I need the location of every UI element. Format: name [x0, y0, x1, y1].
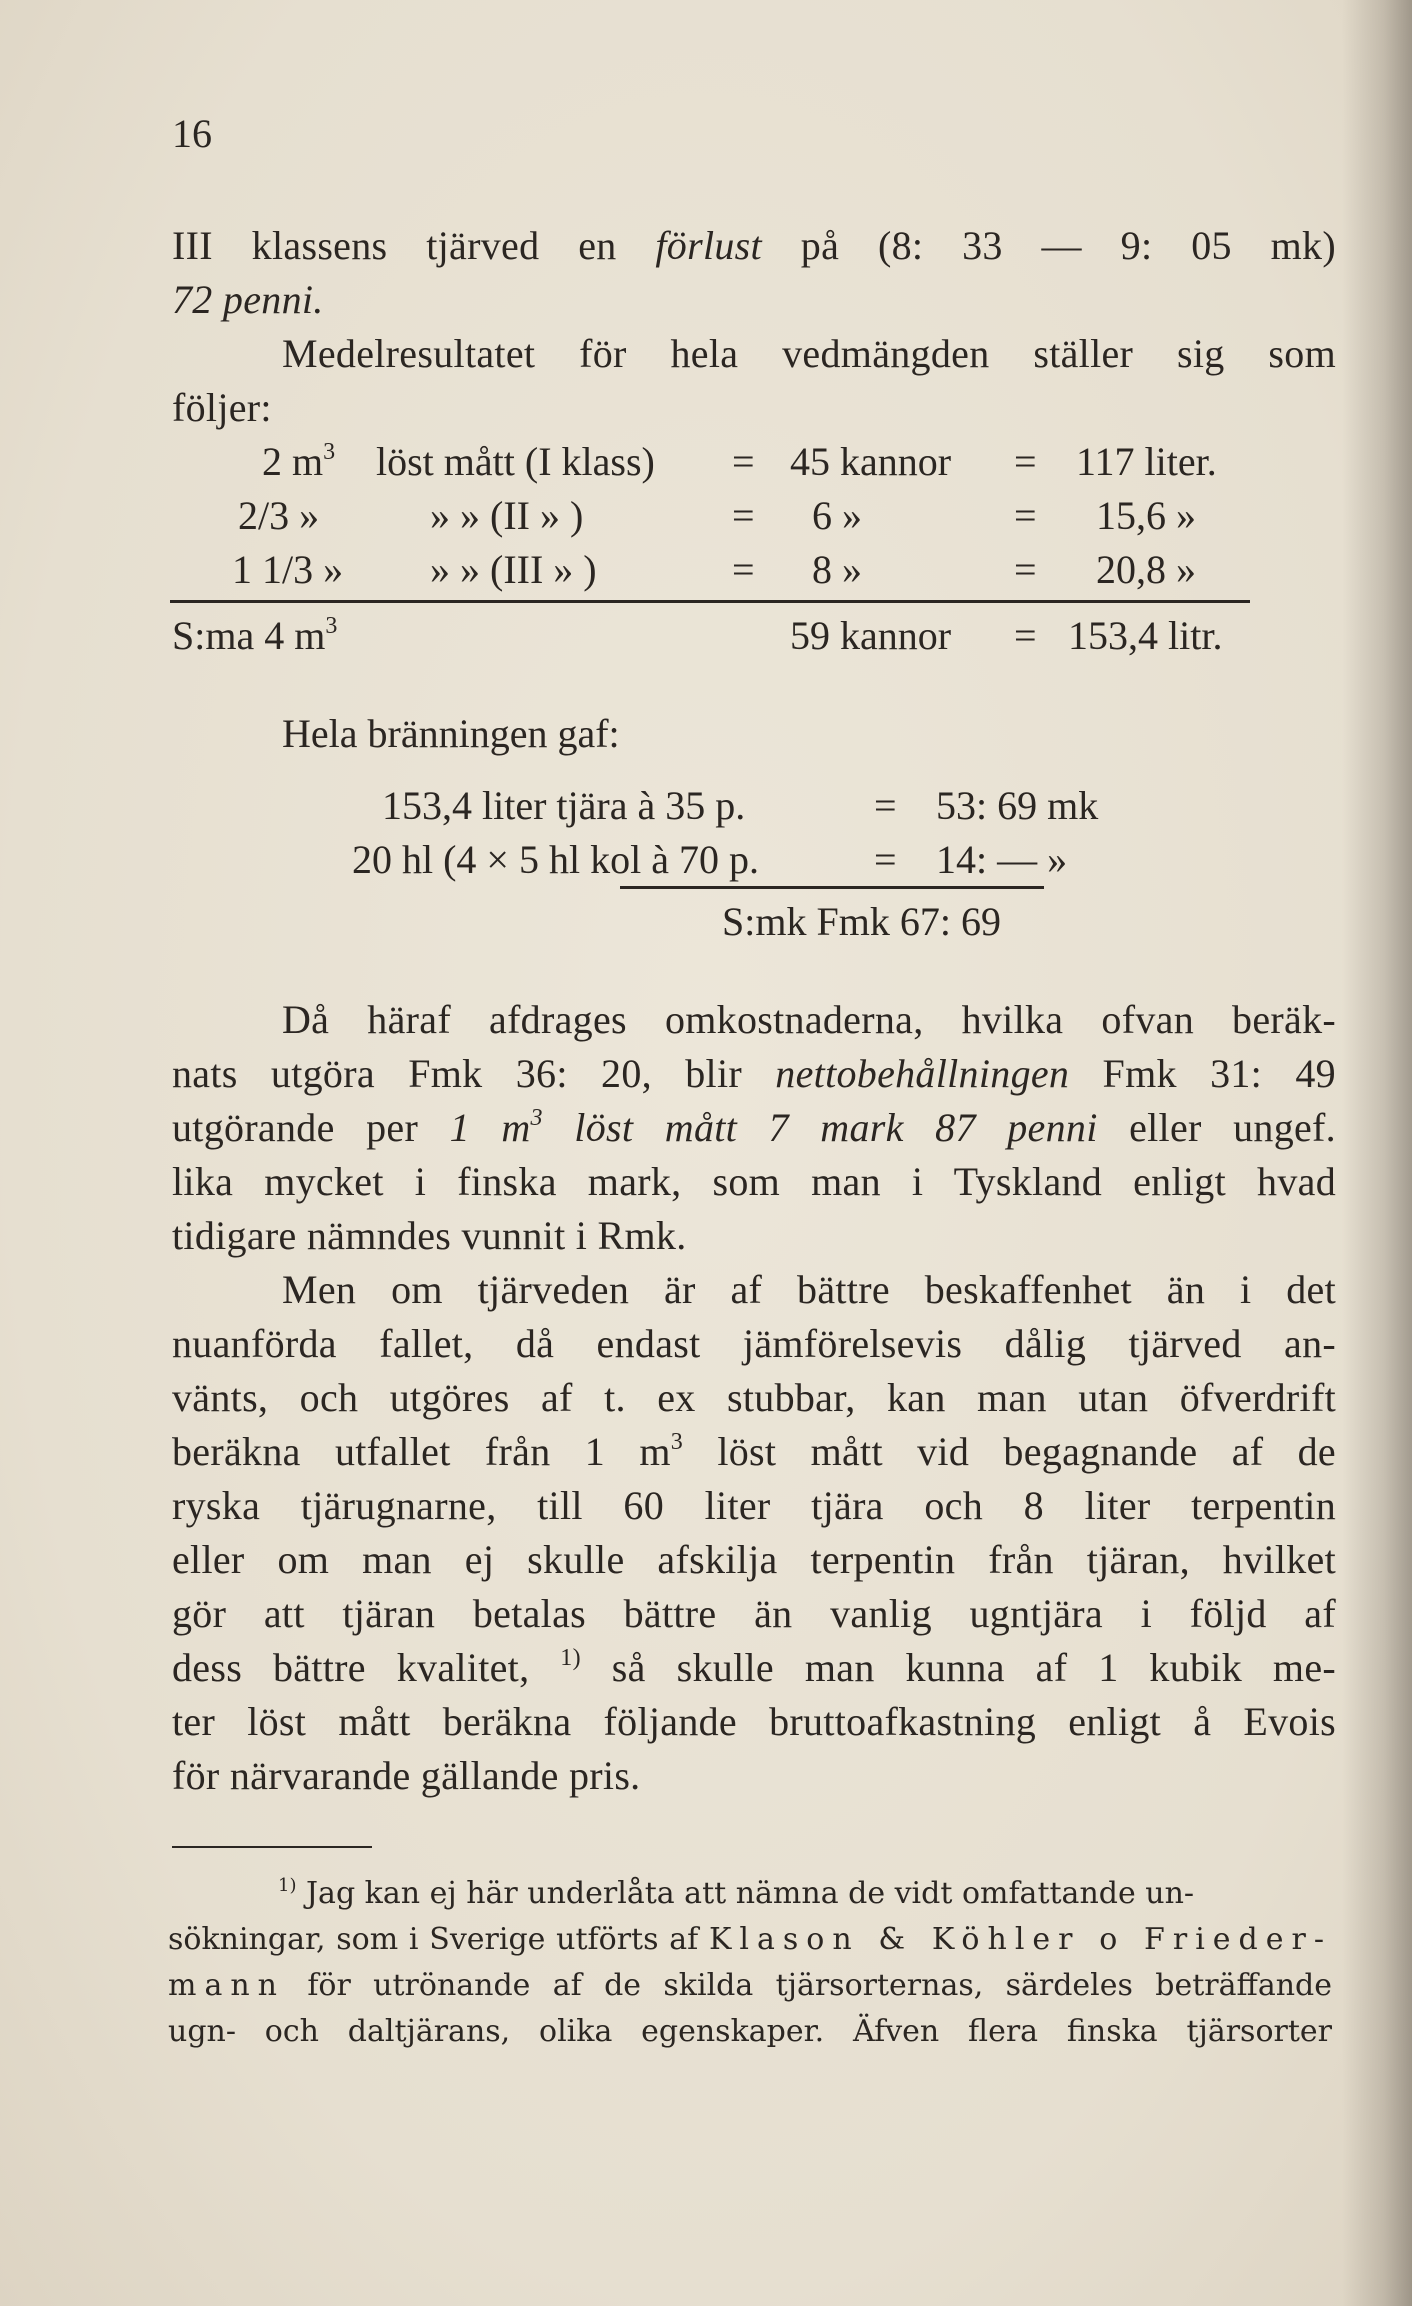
paragraph-4-line-9: ter löst mått beräkna följande bruttoafkastning enligt å Evois: [172, 1699, 1336, 1744]
paragraph-1-line-2: [172, 276, 324, 323]
sum-rule: [620, 886, 1044, 889]
liter-cell: 15,6 »: [1096, 493, 1196, 538]
italic-text: 1 $m^3$: [449, 1105, 543, 1150]
equals-sign: =: [732, 439, 755, 484]
paragraph-1-line-1: [172, 222, 1336, 269]
kannor-cell: 8 »: [812, 547, 862, 592]
kannor-cell: 6 »: [812, 493, 862, 538]
footnote-rule: [172, 1846, 372, 1848]
paragraph-4-line-6: eller om man ej skulle afskilja terpentin från tjäran, hvilket: [172, 1537, 1336, 1582]
equals-sign: =: [732, 493, 755, 538]
qty-cell: 1 1/3 »: [232, 547, 344, 592]
yield-row-left: 20 hl (4 × 5 hl kol à 70 p.: [352, 837, 759, 882]
page-number: 16: [172, 111, 212, 156]
equals-sign: =: [1014, 493, 1037, 538]
yield-row-right: 14: — »: [936, 837, 1068, 882]
paragraph-3-line-1: Då häraf afdrages omkostnaderna, hvilka ofvan beräk-: [282, 997, 1336, 1042]
italic-text: förlust: [655, 223, 762, 268]
italic-text: löst mått 7 mark 87 penni: [574, 1105, 1098, 1150]
paragraph-3-line-3: [172, 1104, 1336, 1151]
sum-liter: 153,4 litr.: [1068, 613, 1223, 658]
paragraph-3-line-4: lika mycket i finska mark, som man i Tyskland enligt hvad: [172, 1159, 1336, 1204]
italic-text: penni.: [222, 277, 324, 322]
text: sökningar, som i Sverige utförts af: [168, 1922, 699, 1957]
sum-kannor: 59 kannor: [790, 613, 952, 658]
desc-cell: » » (III » ): [430, 547, 597, 592]
sum-rule: [170, 600, 1250, 603]
paragraph-3-line-5: tidigare nämndes vunnit i Rmk.: [172, 1213, 687, 1258]
paragraph-4-line-5: ryska tjärugnarne, till 60 liter tjära och 8 liter terpentin: [172, 1483, 1336, 1528]
paragraph-2-line-1: Medelresultatet för hela vedmängden ställer sig som: [282, 331, 1336, 376]
paragraph-4-line-3: vänts, och utgöres af t. ex stubbar, kan man utan öfverdrift: [172, 1375, 1336, 1420]
text: III klassens tjärved en: [172, 223, 617, 268]
footnote-line-2: [168, 1922, 1332, 1957]
paragraph-4-line-2: nuanförda fallet, då endast jämförelsevis dålig tjärved an-: [172, 1321, 1336, 1366]
equals-sign: =: [1014, 439, 1037, 484]
paragraph-4-line-7: gör att tjäran betalas bättre än vanlig ugntjära i följd af: [172, 1591, 1336, 1636]
paragraph-3-line-2: [172, 1050, 1336, 1097]
text: Jag kan ej här underlåta att nämna de vidt omfattande un-: [306, 1876, 1195, 1911]
text: dess bättre kvalitet, $^{1)}$: [172, 1645, 581, 1690]
yield-sum: S:mk Fmk 67: 69: [722, 899, 1001, 944]
spaced-names: Klason & Köhler o Frieder-: [708, 1922, 1332, 1957]
text: nats utgöra Fmk 36: 20, blir: [172, 1051, 742, 1096]
qty-cell: 2 $m^3$: [262, 439, 336, 484]
equals-sign: =: [732, 547, 755, 592]
italic-text: 72: [172, 277, 213, 322]
sum-label: S:ma 4 $m^3$: [172, 613, 338, 658]
text: Fmk 31: 49: [1102, 1051, 1336, 1096]
kannor-cell: 45 kannor: [790, 439, 952, 484]
text: eller ungef.: [1129, 1105, 1336, 1150]
qty-cell: 2/3 »: [238, 493, 320, 538]
text: så skulle man kunna af 1 kubik me-: [611, 1645, 1336, 1690]
liter-cell: 20,8 »: [1096, 547, 1196, 592]
equals-sign: =: [874, 837, 897, 882]
paragraph-4-line-10: för närvarande gällande pris.: [172, 1753, 641, 1798]
text: beräkna utfallet från 1 $m^3$: [172, 1429, 684, 1474]
text: på (8: 33 — 9: 05 mk): [800, 223, 1336, 268]
footnote-line-1: [278, 1876, 1194, 1911]
footnote-marker: 1): [278, 1875, 297, 1896]
yield-row-right: 53: 69 mk: [936, 783, 1099, 828]
yield-heading: Hela bränningen gaf:: [282, 711, 620, 756]
yield-row-left: 153,4 liter tjära à 35 p.: [382, 783, 746, 828]
paragraph-2-line-2: följer:: [172, 385, 272, 430]
paragraph-4-line-8: [172, 1644, 1336, 1691]
text: för utrönande af de skilda tjärsorternas, särdeles beträffande: [307, 1968, 1332, 2003]
spine-shadow: [1342, 0, 1412, 2306]
text: utgörande per: [172, 1105, 419, 1150]
equals-sign: =: [874, 783, 897, 828]
footnote-line-3: [168, 1968, 1332, 2003]
desc-cell: löst mått (I klass): [376, 439, 655, 484]
liter-cell: 117 liter.: [1076, 439, 1217, 484]
paragraph-4-line-4: [172, 1428, 1336, 1475]
text: löst mått vid begagnande af de: [717, 1429, 1336, 1474]
equals-sign: =: [1014, 547, 1037, 592]
paragraph-4-line-1: Men om tjärveden är af bättre beskaffenhet än i det: [282, 1267, 1336, 1312]
italic-text: nettobehållningen: [775, 1051, 1070, 1096]
equals-sign: =: [1014, 613, 1037, 658]
desc-cell: » » (II » ): [430, 493, 584, 538]
spaced-names: mann: [168, 1968, 285, 2003]
footnote-line-4: ugn- och daltjärans, olika egenskaper. Äfven flera finska tjärsorter: [168, 2014, 1332, 2049]
footnote-reference: 1): [560, 1645, 581, 1671]
